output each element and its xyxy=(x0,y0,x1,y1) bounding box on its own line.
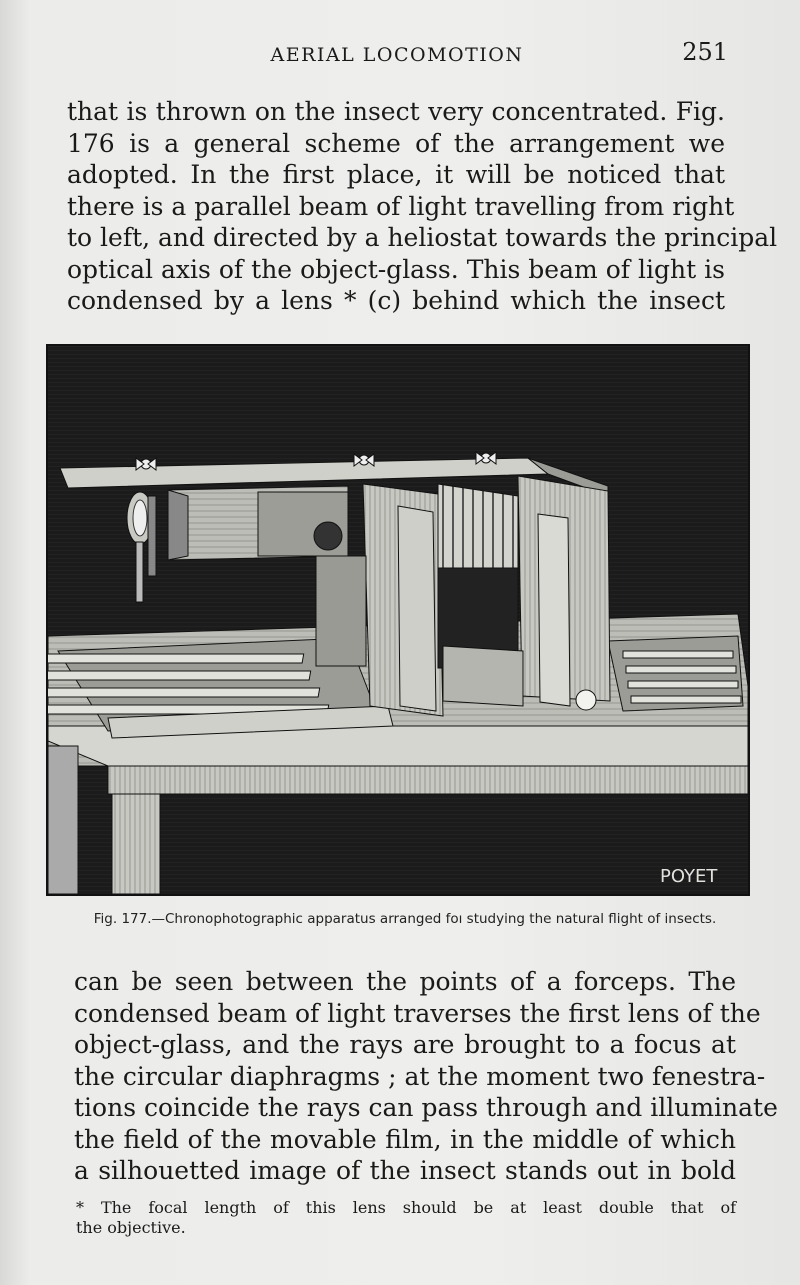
text-line: condensed by a lens * (c) behind which the insect xyxy=(67,286,725,315)
text-line: can be seen between the points of a forceps. The xyxy=(74,967,736,996)
figure-caption: Fig. 177.—Chronophotographic apparatus arranged foı studying the natural flight of insects. xyxy=(93,911,717,927)
footnote xyxy=(76,1198,736,1238)
figure-engraving xyxy=(46,344,750,896)
running-head: AERIAL LOCOMOTION xyxy=(270,44,524,66)
paragraph-top xyxy=(67,96,778,317)
apparatus-illustration xyxy=(48,346,748,894)
text-line: a silhouetted image of the insect stands out in bold xyxy=(74,1156,736,1185)
page-number: 251 xyxy=(682,38,728,66)
text-line: that is thrown on the insect very concentrated. Fig. xyxy=(67,97,725,126)
footnote-line: the objective. xyxy=(76,1218,186,1237)
paragraph-bottom xyxy=(74,966,778,1187)
text-line: the circular diaphragms ; at the moment two fenestra- xyxy=(74,1061,766,1091)
text-line: to left, and directed by a heliostat towards the principal xyxy=(67,223,778,252)
artist-signature: POYET xyxy=(660,866,718,887)
text-line: the field of the movable film, in the middle of which xyxy=(74,1124,736,1154)
text-line: optical axis of the object-glass. This beam of light is xyxy=(67,254,725,284)
text-line: adopted. In the first place, it will be noticed that xyxy=(67,160,725,189)
text-line: 176 is a general scheme of the arrangement we xyxy=(67,128,725,158)
text-line: condensed beam of light traverses the first lens of the xyxy=(74,998,761,1028)
footnote-line: * The focal length of this lens should be at least double that of xyxy=(76,1198,736,1217)
text-line: tions coincide the rays can pass through and illuminate xyxy=(74,1093,778,1122)
text-line: there is a parallel beam of light travelling from right xyxy=(67,191,735,221)
text-line: object-glass, and the rays are brought to a focus at xyxy=(74,1030,736,1059)
page-header xyxy=(66,38,728,78)
